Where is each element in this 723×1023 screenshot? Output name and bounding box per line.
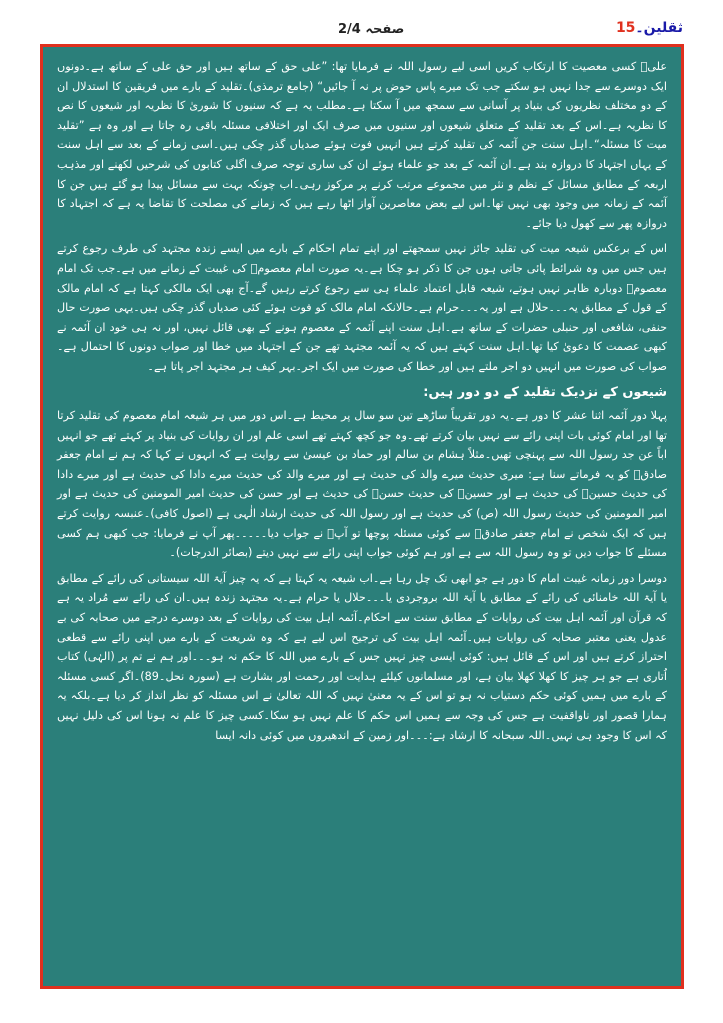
page-header — [0, 18, 723, 40]
page-number: صفحہ 2/4 — [338, 22, 405, 37]
paragraph-2: اس کے برعکس شیعہ میت کی تقلید جائز نہیں سمجھتے اور اپنے تمام احکام کے بارے میں ایسے زندہ مجتہد کی طرف رجوع کرتے ہیں جس میں وہ شرائط پائی جاتی ہوں جن کا ذکر ہو چکا ہے۔یہ صورت امام معصومؑ کی غیبت کے زمانے میں ہے۔جب تک امام معصومؑ دوبارہ ظاہر نہیں ہوتے، شیعہ قابل اعتماد علماء ہی سے رجوع کرتے رہیں گے۔آج بھی ایک مالکی کہتا ہے کہ امام مالک کے قول کے مطابق یہ۔۔۔حلال ہے اور یہ۔۔۔حرام ہے۔حالانکہ امام مالک کو فوت ہوئے کئی صدیاں گذر چکی ہیں۔یہی صورت حال حنفی، شافعی اور حنبلی حضرات کے ساتھ ہے۔اہل سنت اپنے آئمہ کے معصوم ہونے کے بھی قائل نہیں، اور نہ ہی خود ان آئمہ نے کبھی عصمت کا دعویٰ کیا تھا۔اہل سنت کہتے ہیں کہ یہ آئمہ مجتہد تھے جن کے اجتہاد میں خطا اور صواب دونوں کا احتمال ہے۔صواب کی صورت میں انہیں دو اجر ملتے ہیں اور خطا کی صورت میں ایک اجر۔بہر کیف ہر مجتہد اجر پاتا ہے۔ — [57, 242, 667, 373]
article-frame — [40, 44, 684, 989]
paragraph-1: علیؑ کسی معصیت کا ارتکاب کریں اسی لیے رسول اللہ نے فرمایا تھا: ”علی حق کے ساتھ ہیں اور حق علی کے ساتھ ہے۔دونوں ایک دوسرے سے جدا نہیں ہو سکتے جب تک میرے پاس حوض پر نہ آ جائیں“ (جامع ترمذی)۔تقلید کے بارے میں فریقین کا استدلال ان کے دو مختلف نظریوں کی بنیاد پر آسانی سے سمجھ میں آ سکتا ہے۔مطلب یہ ہے کہ سنیوں کا شوریٰ کا نظریہ اور شیعوں کا نص کا نظریہ ہے۔اس کے بعد تقلید کے متعلق شیعوں اور سنیوں میں صرف ایک اور اختلافی مسئلہ باقی رہ جاتا ہے اور وہ ہے ”تقلید میت کا مسئلہ“۔اہل سنت جن آئمہ کی تقلید کرتے ہیں انہیں فوت ہوئے صدیاں گذر چکی ہیں۔اسی زمانے کے بعد سے اہل سنت کے یہاں اجتہاد کا دروازہ بند ہے۔ان آئمہ کے بعد جو علماء ہوئے ان کی ساری توجہ صرف اگلی کتابوں کی شرحیں لکھنے اور مذہب اربعہ کے مطابق مسائل کے نظم و نثر میں مجموعے مرتب کرنے پر مرکوز رہی۔اب چونکہ بہت سے مسائل پیدا ہو گئے ہیں جن کا آئمہ کے زمانہ میں وجود بھی نہیں تھا۔اس لیے بعض معاصرین آواز اٹھا رہے ہیں کہ زمانے کی مصلحت کا تقاضا یہ ہے کہ اجتہاد کا دروازہ پھر سے کھول دیا جائے۔ — [57, 60, 667, 230]
issue-number: 15 — [615, 20, 636, 36]
magazine-name: ثقلین۔ — [635, 20, 683, 36]
section-heading: شیعوں کے نزدیک تقلید کے دو دور ہیں: — [423, 384, 667, 400]
paragraph-4: دوسرا دور زمانہ غیبت امام کا دور ہے جو ابھی تک چل رہا ہے۔اب شیعہ یہ کہتا ہے کہ یہ چیز آیۃ اللہ سیستانی کی رائے کے مطابق یا آیۃ اللہ خامنائی کی رائے کے مطابق یا آیۃ اللہ بروجردی یا۔۔۔حلال یا حرام ہے۔یہ مجتہد زندہ ہیں۔ان کی رائے سے مُراد یہ ہے کہ قرآن اور آئمہ اہل بیت کی روایات کے مطابق سنت سے احکام۔آئمہ اہل بیت کی روایات کے بعد دوسرے درجے میں صحابہ کی بے عدول یعنی معتبر صحابہ کی روایات ہیں۔آئمہ اہل بیت کی ترجیح اس لیے ہے کہ وہ شریعت کے بارے میں اپنی رائے سے قطعی احتراز کرتے ہیں اور اس کے قائل ہیں: کوئی ایسی چیز نہیں جس کے بارے میں اللہ کا حکم نہ ہو۔۔۔اور ہم نے تم پر (الہٰی) کتاب اُتاری ہے جو ہر چیز کا کھلا کھلا بیان ہے، اور مسلمانوں کیلئے ہدایت اور رحمت اور بشارت ہے (سورہ نحل۔89)۔اگر کسی مسئلہ کے بارے میں ہمیں کوئی حکم دستیاب نہ ہو تو اس کے یہ معنیٰ نہیں کہ اللہ تعالیٰ نے اس مسئلہ کو نظر انداز کر دیا ہے۔بلکہ یہ ہمارا قصور اور ناواقفیت ہے جس کی وجہ سے ہمیں اس حکم کا علم نہیں ہو سکا۔کسی چیز کا علم نہ ہونا اس کی دلیل نہیں کہ اس کا وجود ہی نہیں۔اللہ سبحانہ کا ارشاد ہے:۔۔۔اور زمین کے اندھیروں میں کوئی دانہ ایسا — [57, 571, 667, 742]
magazine-title — [616, 20, 683, 36]
paragraph-3: پہلا دور آئمہ اثنا عشر کا دور ہے۔یہ دور تقریباً ساڑھے تین سو سال پر محیط ہے۔اس دور میں ہر شیعہ امام معصوم کی تقلید کرتا تھا اور امام کوئی بات اپنی رائے سے نہیں بیان کرتے تھے۔وہ جو کچھ کہتے تھے اسی علم اور ان روایات کی بنیاد پر کہتے تھے جو انہیں اباً عن جد رسول اللہ سے پہنچی تھیں۔مثلاً ہشام بن سالم اور حماد بن عیسیٰ سے روایت ہے کہ انہوں نے کہا کہ ہم نے امام جعفر صادقؑ کو یہ فرماتے سنا ہے: میری حدیث میرے والد کی حدیث ہے اور میرے والد کی حدیث میرے دادا کی حدیث ہے اور میرے دادا کی حدیث حسینؑ کی حدیث ہے اور حسینؑ کی حدیث حسنؑ کی حدیث ہے اور حسن کی حدیث امیر المومنین کی حدیث ہے اور امیر المومنین کی حدیث رسول اللہ (ص) کی حدیث ہے اور رسول اللہ کی حدیث ارشاد الٰہی ہے (اصول کافی)۔عنبسہ روایت کرتے ہیں کہ ایک شخص نے امام جعفر صادقؑ سے کوئی مسئلہ پوچھا تو آپؑ نے جواب دیا۔۔۔۔۔پھر آپ نے فرمایا: جب کبھی ہم کسی مسئلے کا جواب دیں تو وہ رسول اللہ سے ہے اور ہم کوئی جواب اپنی رائے سے نہیں دیتے (بصائر الدرجات)۔ — [57, 409, 667, 560]
